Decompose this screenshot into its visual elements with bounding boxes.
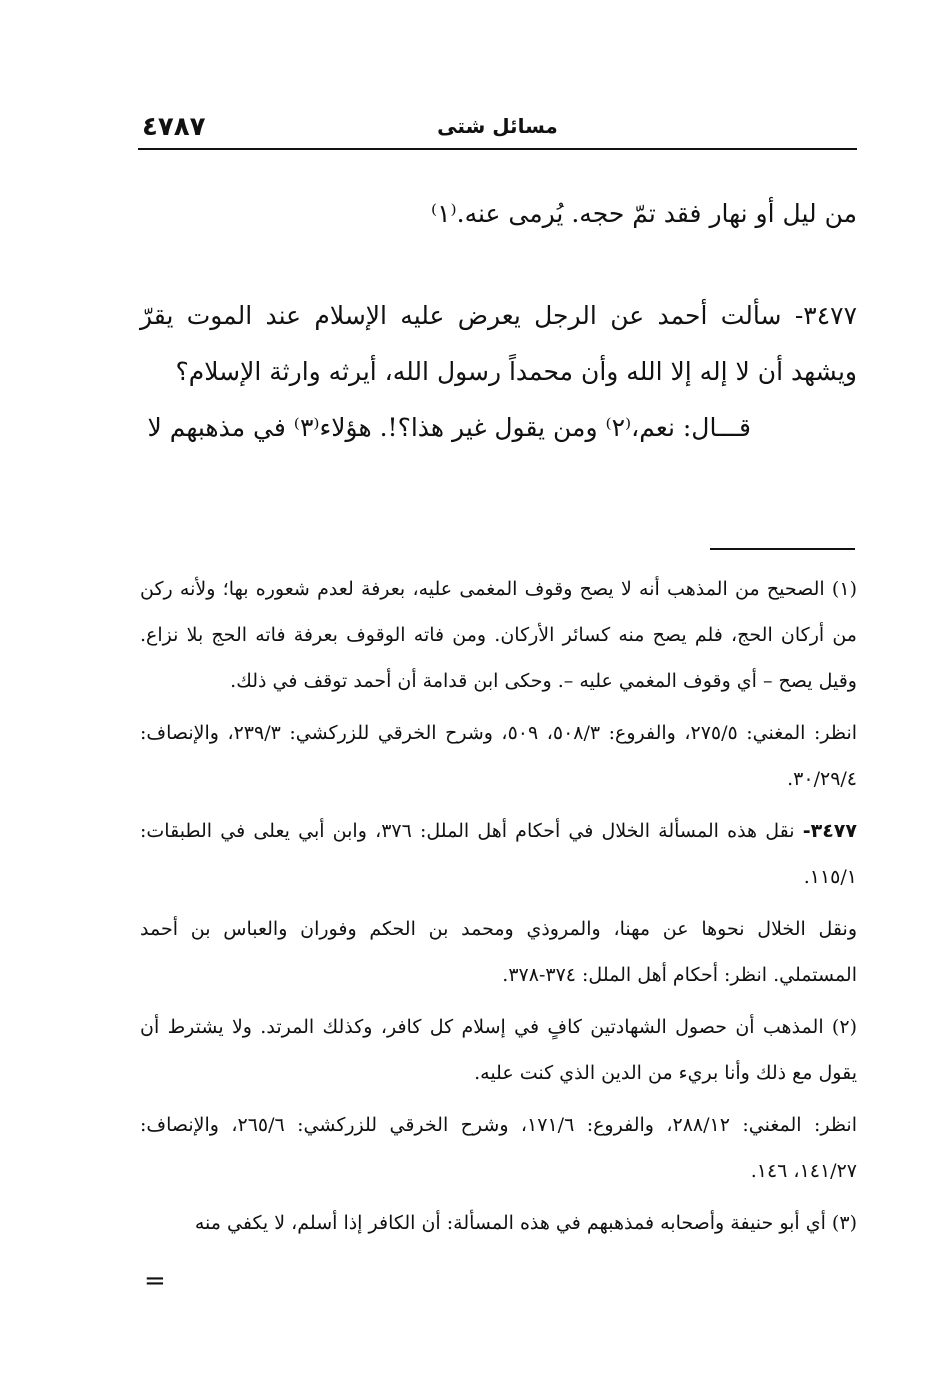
footnotes bbox=[140, 566, 857, 1252]
footnote-3477 bbox=[140, 808, 857, 900]
footnote-2: (٢) المذهب أن حصول الشهادتين كافٍ في إسلام كل كافر، وكذلك المرتد. ولا يشترط أن يقول مع ذلك وأنا بريء من الدين الذي كنت عليه. bbox=[140, 1016, 857, 1084]
entry-question: سألت أحمد عن الرجل يعرض عليه الإسلام عند الموت يقرّ ويشهد أن لا إله إلا الله وأن محمداً رسول الله، أيرثه وارثة الإسلام؟ bbox=[140, 301, 857, 386]
page-header bbox=[138, 100, 857, 150]
continuation-line: من ليل أو نهار فقد تمّ حجه. يُرمى عنه.⁽١⁾ bbox=[430, 199, 857, 228]
entry-3477 bbox=[140, 288, 857, 456]
footnote-3477-more: ونقل الخلال نحوها عن مهنا، والمروذي ومحمد بن الحكم وفوران والعباس بن أحمد المستملي. انظر: أحكام أهل الملل: ٣٧٤-٣٧٨. bbox=[140, 918, 857, 986]
footnote-1-refs: انظر: المغني: ٢٧٥/٥، والفروع: ٥٠٨/٣، ٥٠٩، وشرح الخرقي للزركشي: ٢٣٩/٣، والإنصاف: ٣٠/٢٩/٤. bbox=[140, 722, 858, 790]
entry-answer: قـــال: نعم،⁽٢⁾ ومن يقول غير هذا؟!. هؤلاء⁽٣⁾ في مذهبهم لا bbox=[147, 413, 751, 442]
footnote-1: (١) الصحيح من المذهب أنه لا يصح وقوف المغمى عليه، بعرفة لعدم شعوره بها؛ ولأنه ركن من أركان الحج، فلم يصح منه كسائر الأركان. ومن فاته الوقوف بعرفة فاته الحج بلا نزاع. وقيل يصح – أي وقوف المغمي عليه –. وحكى ابن قدامة أن أحمد توقف في ذلك. bbox=[140, 578, 857, 692]
footnote-3477-text: نقل هذه المسألة الخلال في أحكام أهل الملل: ٣٧٦، وابن أبي يعلى في الطبقات: ١١٥/١. bbox=[140, 820, 857, 888]
footnote-2-refs: انظر: المغني: ٢٨٨/١٢، والفروع: ١٧١/٦، وشرح الخرقي للزركشي: ٢٦٥/٦، والإنصاف: ١٤١/٢٧، ١٤٦. bbox=[140, 1114, 857, 1182]
continuation-mark: = bbox=[144, 1266, 166, 1296]
footnote-separator bbox=[710, 548, 855, 550]
entry-number: ٣٤٧٧- bbox=[794, 301, 857, 330]
footnote-entry-number: ٣٤٧٧- bbox=[802, 820, 857, 842]
running-title: مسائل شتى bbox=[437, 114, 558, 138]
footnote-3: (٣) أي أبو حنيفة وأصحابه فمذهبهم في هذه المسألة: أن الكافر إذا أسلم، لا يكفي منه bbox=[194, 1212, 857, 1234]
page-number: ٤٧٨٧ bbox=[142, 112, 206, 142]
